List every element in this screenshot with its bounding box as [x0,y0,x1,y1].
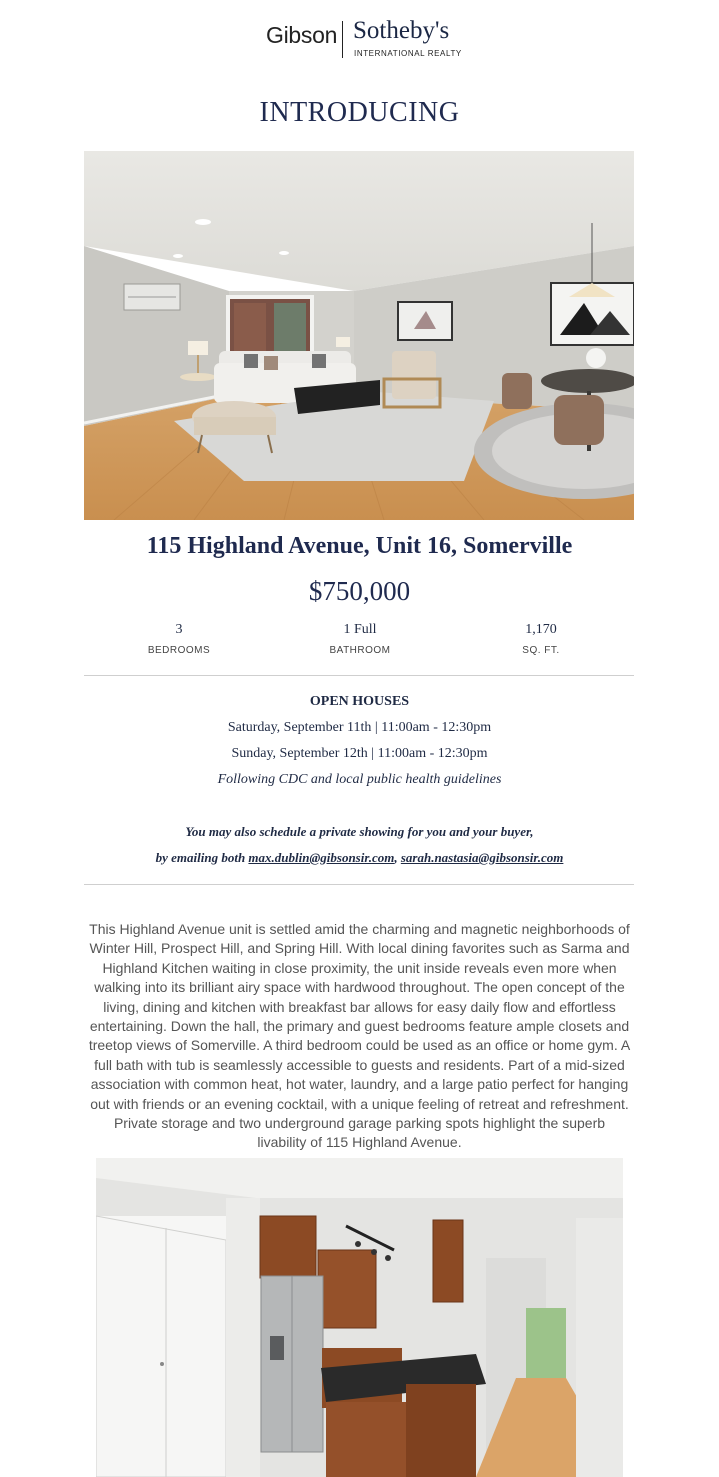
kitchen-image [96,1158,623,1477]
stat-sqft-label: SQ. FT. [522,645,560,656]
logo-sothebys[interactable]: Sotheby's [353,17,450,44]
contact-separator: , [394,850,401,865]
living-room-image [84,151,634,520]
brand-header [0,0,719,80]
photo-kitchen[interactable] [96,1158,623,1477]
stat-bathroom [280,622,440,656]
stat-bedrooms-value: 3 [175,622,183,637]
headline: INTRODUCING [259,97,460,128]
open-house-date-1: Saturday, September 11th | 11:00am - 12:30pm [227,720,492,735]
listing-price: $750,000 [308,576,411,606]
contact-line-2 [0,850,719,866]
stat-bedrooms-label: BEDROOMS [147,645,211,656]
stat-bathroom-label: BATHROOM [329,645,391,656]
listing-address: 115 Highland Avenue, Unit 16, Somerville [146,533,573,559]
divider-top [84,675,634,676]
stat-sqft-value: 1,170 [525,622,557,637]
logo-gibson[interactable]: Gibson [266,22,338,48]
contact-line-1: You may also schedule a private showing for you and your buyer, [185,824,534,839]
stat-bedrooms [99,622,259,656]
divider-bottom [84,884,634,885]
email-link-sarah[interactable]: sarah.nastasia@gibsonsir.com [400,850,564,865]
listing-description: This Highland Avenue unit is settled amid the charming and magnetic neighborhoods of Winter Hill, Prospect Hill, and Spring Hill. With local dining favorites such as Sarma and Highland Kitchen waiting in close proximity, the unit inside reveals even more when walking into its brilliant airy space with hardwood throughout. The open concept of the living, dining and kitchen with breakfast bar allows for easy daily flow and effortless entertaining. Down the hall, the primary and guest bedrooms feature ample closets and treetop views of Somerville. A third bedroom could be used as an office or home gym. A full bath with tub is seamlessly accessible to guests and residents. Part of a mid-sized association with common heat, hot water, laundry, and a large patio perfect for hanging out with friends or an evening cocktail, with a unique feeling of retreat and refreshment. Private storage and two underground garage parking spots highlight the superb livability of 115 Highland Avenue. [88,921,631,1151]
open-house-note: Following CDC and local public health guidelines [217,772,502,787]
contact-prefix: by emailing both [155,850,249,865]
stat-bathroom-value: 1 Full [343,622,377,637]
hero-photo-living-room[interactable] [84,151,634,520]
logo-subtitle: INTERNATIONAL REALTY [354,49,462,58]
open-house-date-2: Sunday, September 12th | 11:00am - 12:30pm [231,746,488,761]
stat-sqft [461,622,621,656]
open-houses-title: OPEN HOUSES [309,694,410,709]
email-link-max[interactable]: max.dublin@gibsonsir.com [248,850,395,865]
logo-divider [342,21,343,58]
